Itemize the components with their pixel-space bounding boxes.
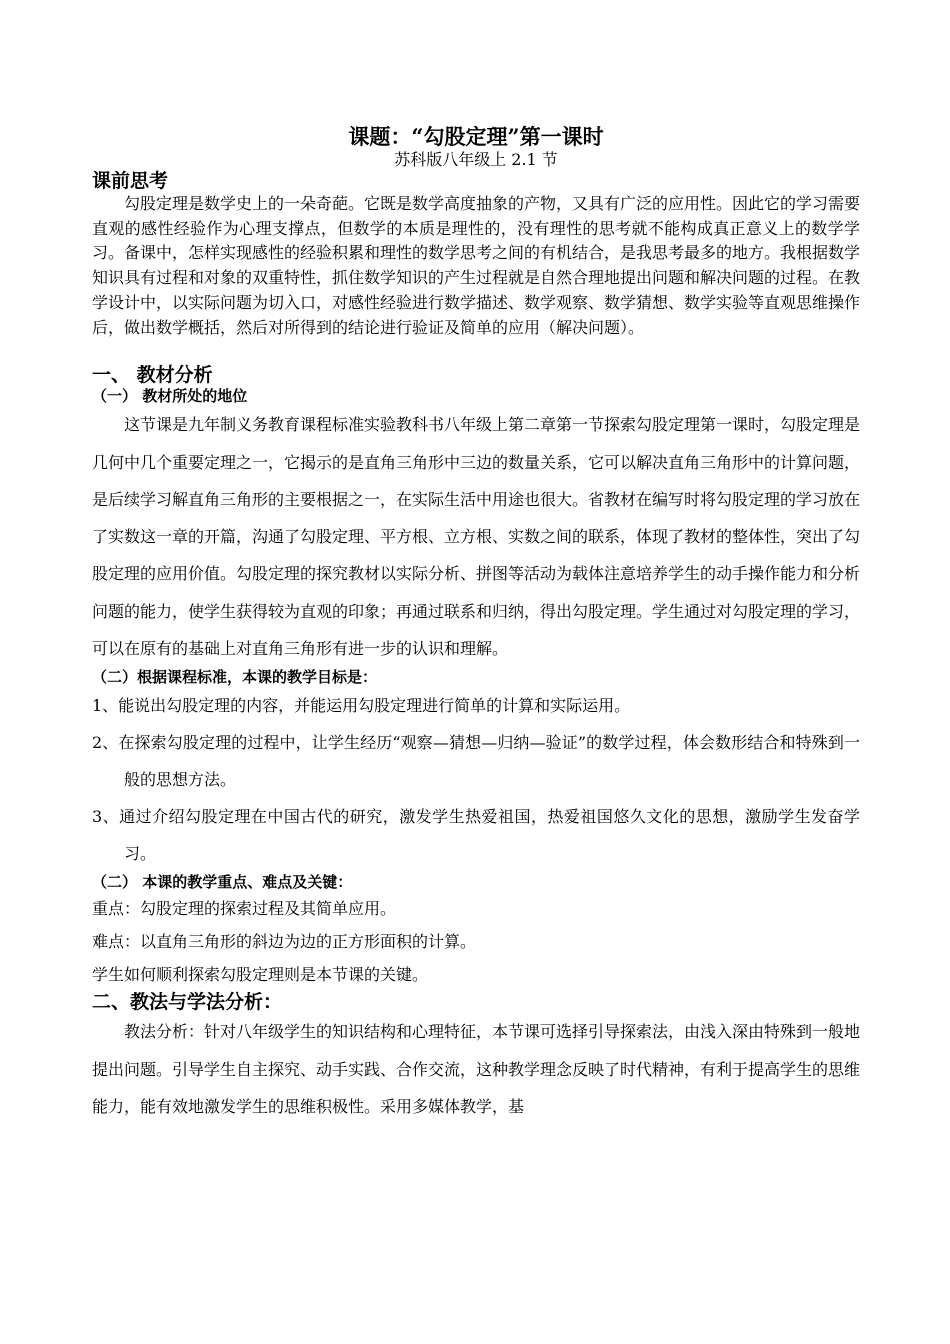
objective-item: 3、通过介绍勾股定理在中国古代的研究，激发学生热爱祖国，热爱祖国悠久文化的思想，激励学生发奋学习。 (92, 807, 860, 864)
key-text: 学生如何顺利探索勾股定理则是本节课的关键。 (92, 965, 429, 985)
preclass-paragraph: 勾股定理是数学史上的一朵奇葩。它既是数学高度抽象的产物，又具有广泛的应用性。因此它的学习需要直观的感性经验作为心理支撑点，但数学的本质是理性的，没有理性的思考就不能构成真正意义上的数学学习。备课中，怎样实现感性的经验积累和理性的数学思考之间的有机结合，是我思考最多的地方。我根据数学知识具有过程和对象的双重特性，抓住数学知识的产生过程就是自然合理地提出问题和解决问题的过程。在教学设计中，以实际问题为切入口，对感性经验进行数学描述、数学观察、数学猜想、数学实验等直观思维操作后，做出数学概括，然后对所得到的结论进行验证及简单的应用（解决问题）。 (92, 194, 861, 337)
document-page (92, 120, 860, 1125)
preclass-heading: 课前思考 (92, 170, 169, 192)
spacer (92, 340, 860, 364)
document-subtitle: 苏科版八年级上 2.1 节 (394, 150, 558, 169)
objective-item: 2、在探索勾股定理的过程中，让学生经历“观察—猜想—归纳—验证”的数学过程，体会数形结合和特殊到一般的思想方法。 (92, 733, 860, 790)
section1-sub1-paragraph: 这节课是九年制义务教育课程标准实验教科书八年级上第二章第一节探索勾股定理第一课时，勾股定理是几何中几个重要定理之一，它揭示的是直角三角形中三边的数量关系，它可以解决直角三角形中的计算问题，是后续学习解直角三角形的主要根据之一，在实际生活中用途也很大。省教材在编写时将勾股定理的学习放在了实数这一章的开篇，沟通了勾股定理、平方根、立方根、实数之间的联系，体现了教材的整体性，突出了勾股定理的应用价值。勾股定理的探究教材以实际分析、拼图等活动为载体注意培养学生的动手操作能力和分析问题的能力，使学生获得较为直观的印象；再通过联系和归纳，得出勾股定理。学生通过对勾股定理的学习，可以在原有的基础上对直角三角形有进一步的认识和理解。 (92, 415, 861, 658)
key-point-text: 重点：勾股定理的探索过程及其简单应用。 (92, 899, 397, 919)
objective-item: 1、能说出勾股定理的内容，并能运用勾股定理进行简单的计算和实际运用。 (92, 696, 631, 716)
document-title: 课题：“勾股定理”第一课时 (348, 124, 604, 149)
section2-paragraph: 教法分析：针对八年级学生的知识结构和心理特征，本节课可选择引导探索法，由浅入深由特殊到一般地提出问题。引导学生自主探究、动手实践、合作交流，这种教学理念反映了时代精神，有利于提高学生的思维能力，能有效地激发学生的思维积极性。采用多媒体教学，基 (92, 1022, 861, 1116)
difficulty-text: 难点：以直角三角形的斜边为边的正方形面积的计算。 (92, 932, 477, 952)
section1-sub1-heading: （一） 教材所处的地位 (92, 387, 248, 406)
section1-heading: 一、 教材分析 (92, 364, 213, 387)
section1-sub3-heading: （二） 本课的教学重点、难点及关键： (92, 873, 353, 892)
section1-sub2-heading: （二）根据课程标准，本课的教学目标是： (92, 668, 378, 687)
section2-heading: 二、教法与学法分析： (92, 991, 283, 1014)
